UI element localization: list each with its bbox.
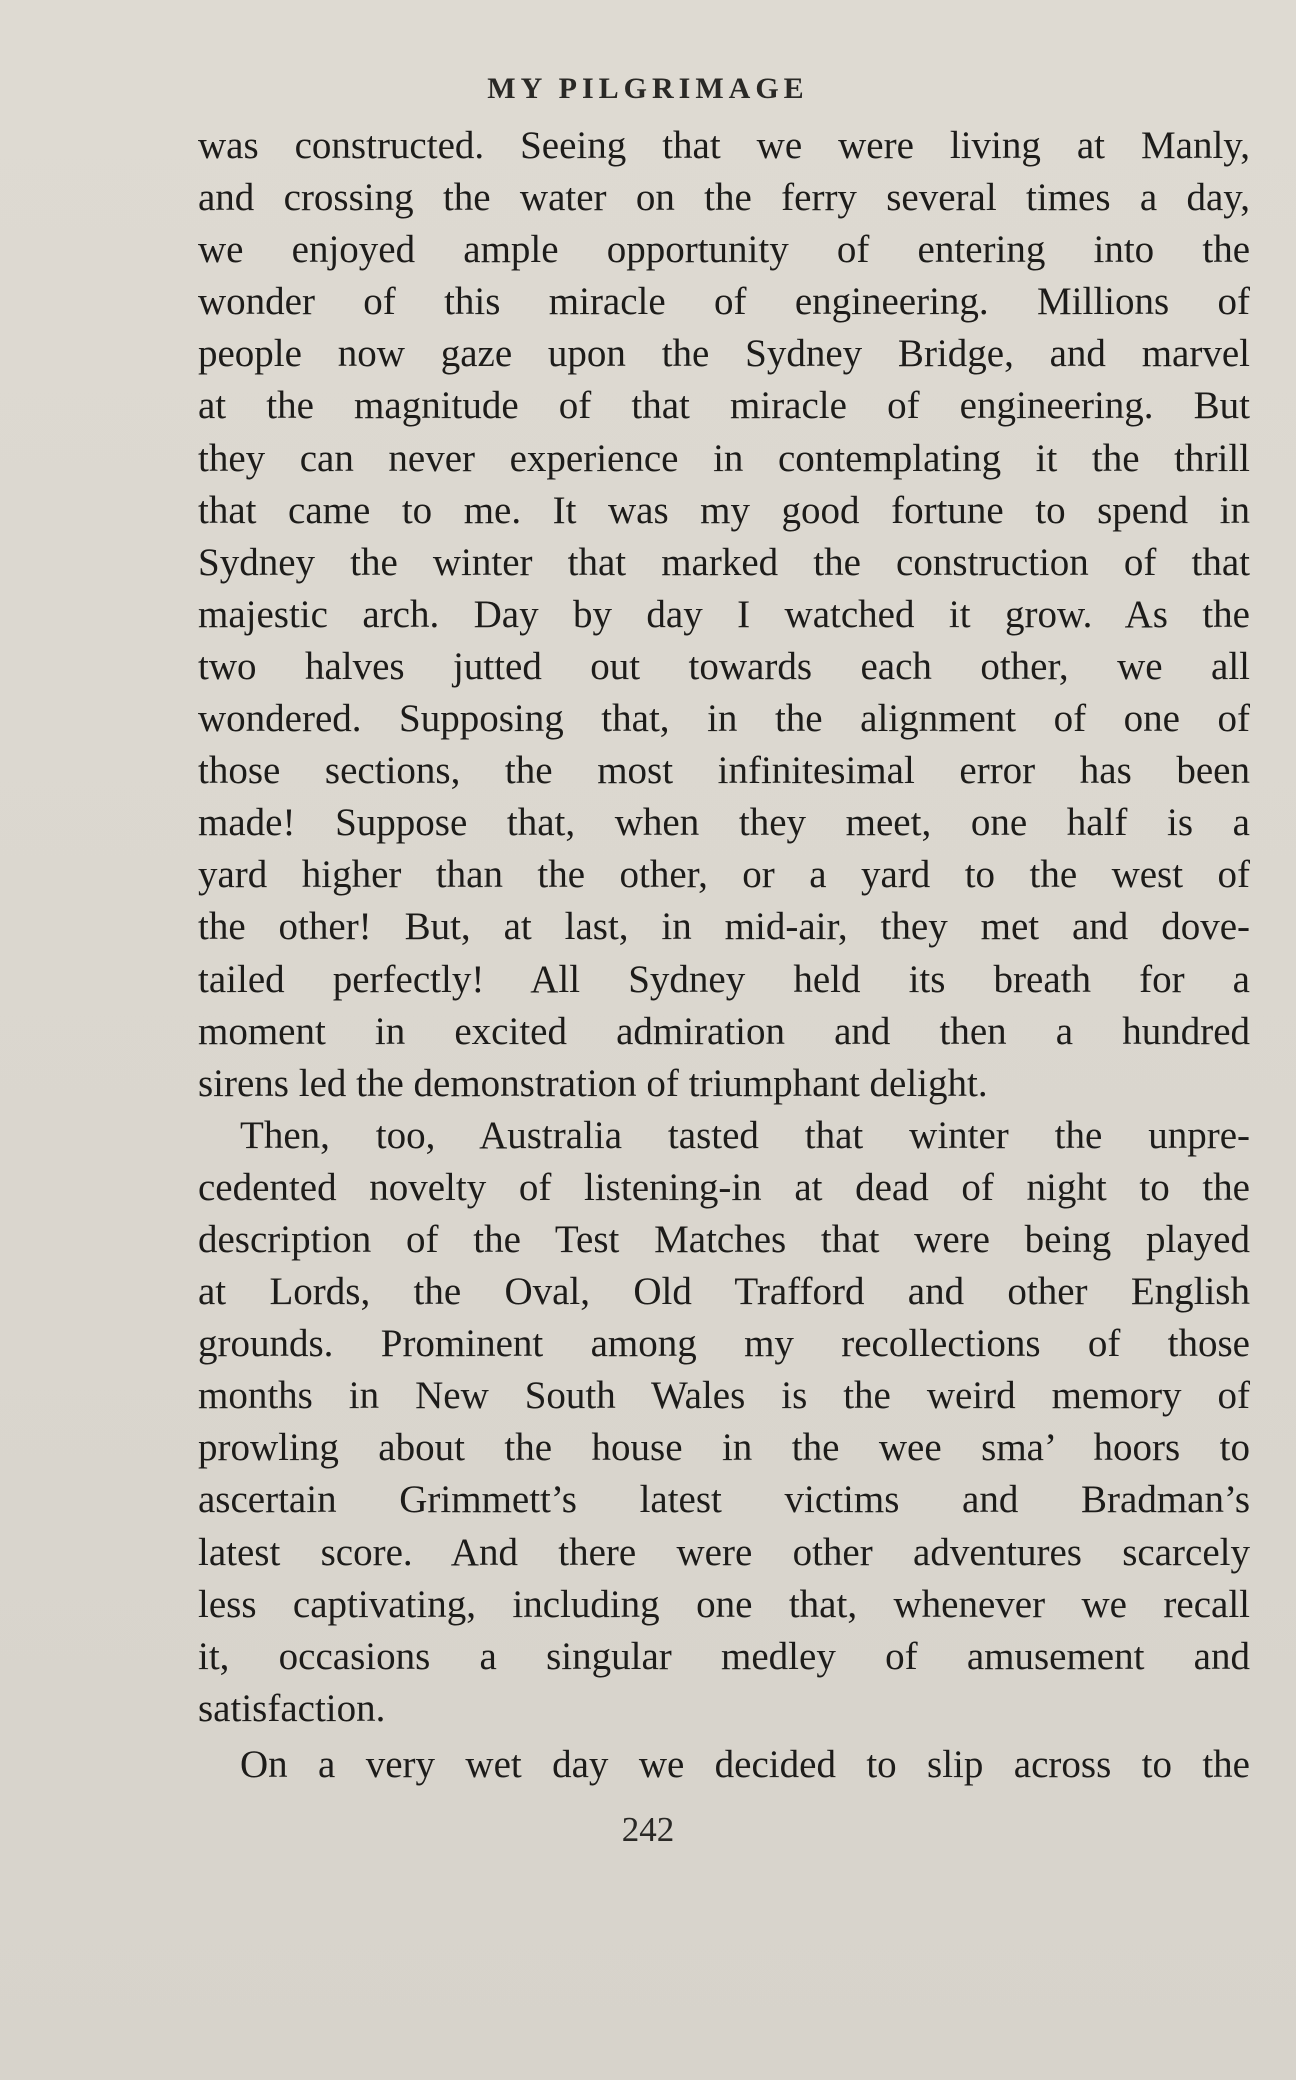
text-line: wonder of this miracle of engineering. Millions of: [198, 280, 1250, 324]
text-line: at the magnitude of that miracle of engineering. But: [198, 384, 1250, 428]
text-line: months in New South Wales is the weird memory of: [198, 1374, 1250, 1418]
body-text: [198, 120, 1250, 1791]
text-line: moment in excited admiration and then a hundred: [198, 1009, 1250, 1053]
text-line: prowling about the house in the wee sma’ hoors to: [198, 1426, 1250, 1470]
text-line: satisfaction.: [198, 1686, 386, 1730]
text-line: Sydney the winter that marked the construction of that: [198, 540, 1250, 584]
text-line: and crossing the water on the ferry several times a day,: [198, 176, 1250, 220]
running-head: MY PILGRIMAGE: [487, 72, 809, 105]
paragraph-wet-day: [198, 1739, 1250, 1791]
text-line: tailed perfectly! All Sydney held its breath for a: [198, 957, 1250, 1001]
page-number: 242: [621, 1810, 675, 1849]
paragraph-bridge: [198, 120, 1250, 1110]
text-line: wondered. Supposing that, in the alignment of one of: [198, 697, 1250, 741]
text-line: at Lords, the Oval, Old Trafford and other English: [198, 1270, 1250, 1314]
text-line: less captivating, including one that, whenever we recall: [198, 1582, 1250, 1626]
text-line: majestic arch. Day by day I watched it grow. As the: [198, 592, 1250, 636]
text-line: description of the Test Matches that were being played: [198, 1217, 1250, 1261]
text-line: that came to me. It was my good fortune to spend in: [198, 488, 1250, 532]
text-line: Then, too, Australia tasted that winter the unpre-: [240, 1113, 1250, 1157]
text-line: made! Suppose that, when they meet, one half is a: [198, 801, 1250, 845]
text-line: yard higher than the other, or a yard to the west of: [198, 853, 1250, 897]
text-line: cedented novelty of listening-in at dead of night to the: [198, 1165, 1250, 1209]
text-line: it, occasions a singular medley of amusement and: [198, 1634, 1250, 1678]
text-line: sirens led the demonstration of triumphant delight.: [198, 1061, 988, 1105]
text-line: On a very wet day we decided to slip across to the: [240, 1742, 1250, 1786]
text-line: latest score. And there were other adventures scarcely: [198, 1530, 1250, 1574]
text-line: those sections, the most infinitesimal error has been: [198, 749, 1250, 793]
text-line: was constructed. Seeing that we were living at Manly,: [198, 124, 1250, 167]
text-line: we enjoyed ample opportunity of entering into the: [198, 228, 1250, 272]
text-line: the other! But, at last, in mid-air, they met and dove-: [198, 905, 1250, 949]
text-line: grounds. Prominent among my recollections of those: [198, 1322, 1250, 1366]
text-line: they can never experience in contemplating it the thrill: [198, 436, 1250, 480]
text-line: ascertain Grimmett’s latest victims and Bradman’s: [198, 1478, 1250, 1522]
text-line: two halves jutted out towards each other, we all: [198, 644, 1250, 688]
paragraph-test-matches: [198, 1110, 1250, 1735]
text-line: people now gaze upon the Sydney Bridge, and marvel: [198, 332, 1250, 376]
